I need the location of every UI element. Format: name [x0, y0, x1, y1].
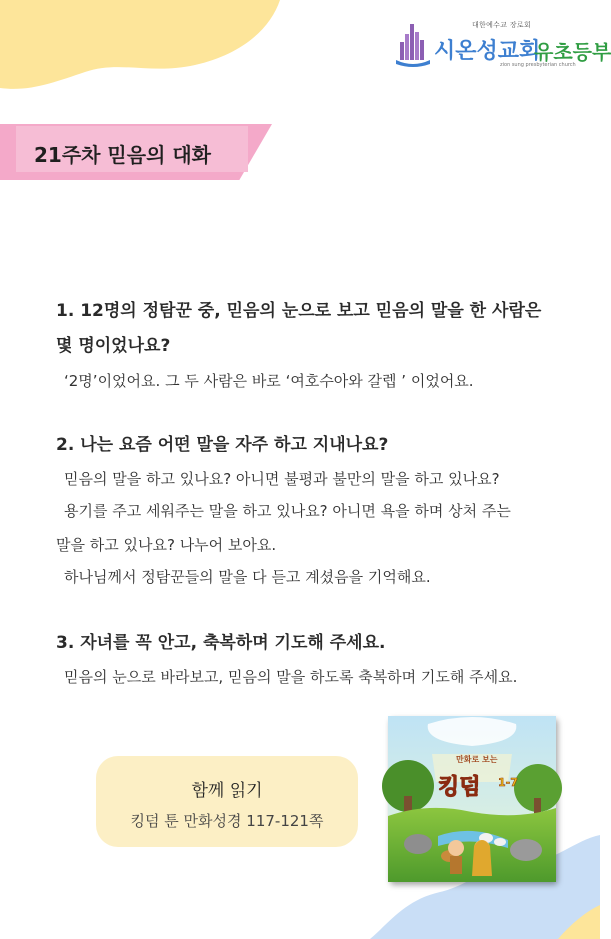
reading-reference: 킹덤 툰 만화성경 117-121쪽 [130, 812, 324, 830]
church-logo [396, 18, 611, 68]
answer-2-line-2: 용기를 주고 세워주는 말을 하고 있나요? 아니면 욕을 하며 상처 주는 [64, 502, 511, 520]
question-1-line-1: 1. 12명의 정탐꾼 중, 믿음의 눈으로 보고 믿음의 말을 한 사람은 [56, 301, 542, 321]
question-2-line-1: 2. 나는 요즘 어떤 말을 자주 하고 지내나요? [56, 435, 389, 455]
book-title: 킹덤 [438, 775, 481, 800]
question-1-line-2: 몇 명이었나요? [56, 336, 171, 356]
reading-title: 함께 읽기 [191, 781, 263, 801]
answer-3-line-1: 믿음의 눈으로 바라보고, 믿음의 말을 하도록 축복하며 기도해 주세요. [64, 668, 518, 686]
church-building-icon [396, 20, 430, 66]
answer-2-line-1: 믿음의 말을 하고 있나요? 아니면 불평과 불만의 말을 하고 있나요? [64, 470, 500, 488]
logo-denomination: 대한예수교 장로회 [472, 21, 532, 29]
book-volume: 1-7 [498, 776, 518, 789]
answer-2-line-4: 하나님께서 정탐꾼들의 말을 다 듣고 계셨음을 기억해요. [64, 568, 431, 586]
page-title: 21주차 믿음의 대화 [34, 143, 211, 167]
question-3-line-1: 3. 자녀를 꼭 안고, 축복하며 기도해 주세요. [56, 633, 386, 653]
answer-1-line-1: ‘2명’이었어요. 그 두 사람은 바로 ‘여호수아와 갈렙 ’ 이었어요. [64, 372, 474, 390]
answer-2-line-3: 말을 하고 있나요? 나누어 보아요. [56, 536, 277, 554]
book-kicker: 만화로 보는 [456, 755, 498, 764]
logo-english: zion sung presbyterian church [500, 62, 576, 68]
logo-church-name: 시온성교회 [434, 39, 541, 64]
logo-department: 유초등부 [534, 40, 611, 64]
reading-box [96, 756, 358, 847]
